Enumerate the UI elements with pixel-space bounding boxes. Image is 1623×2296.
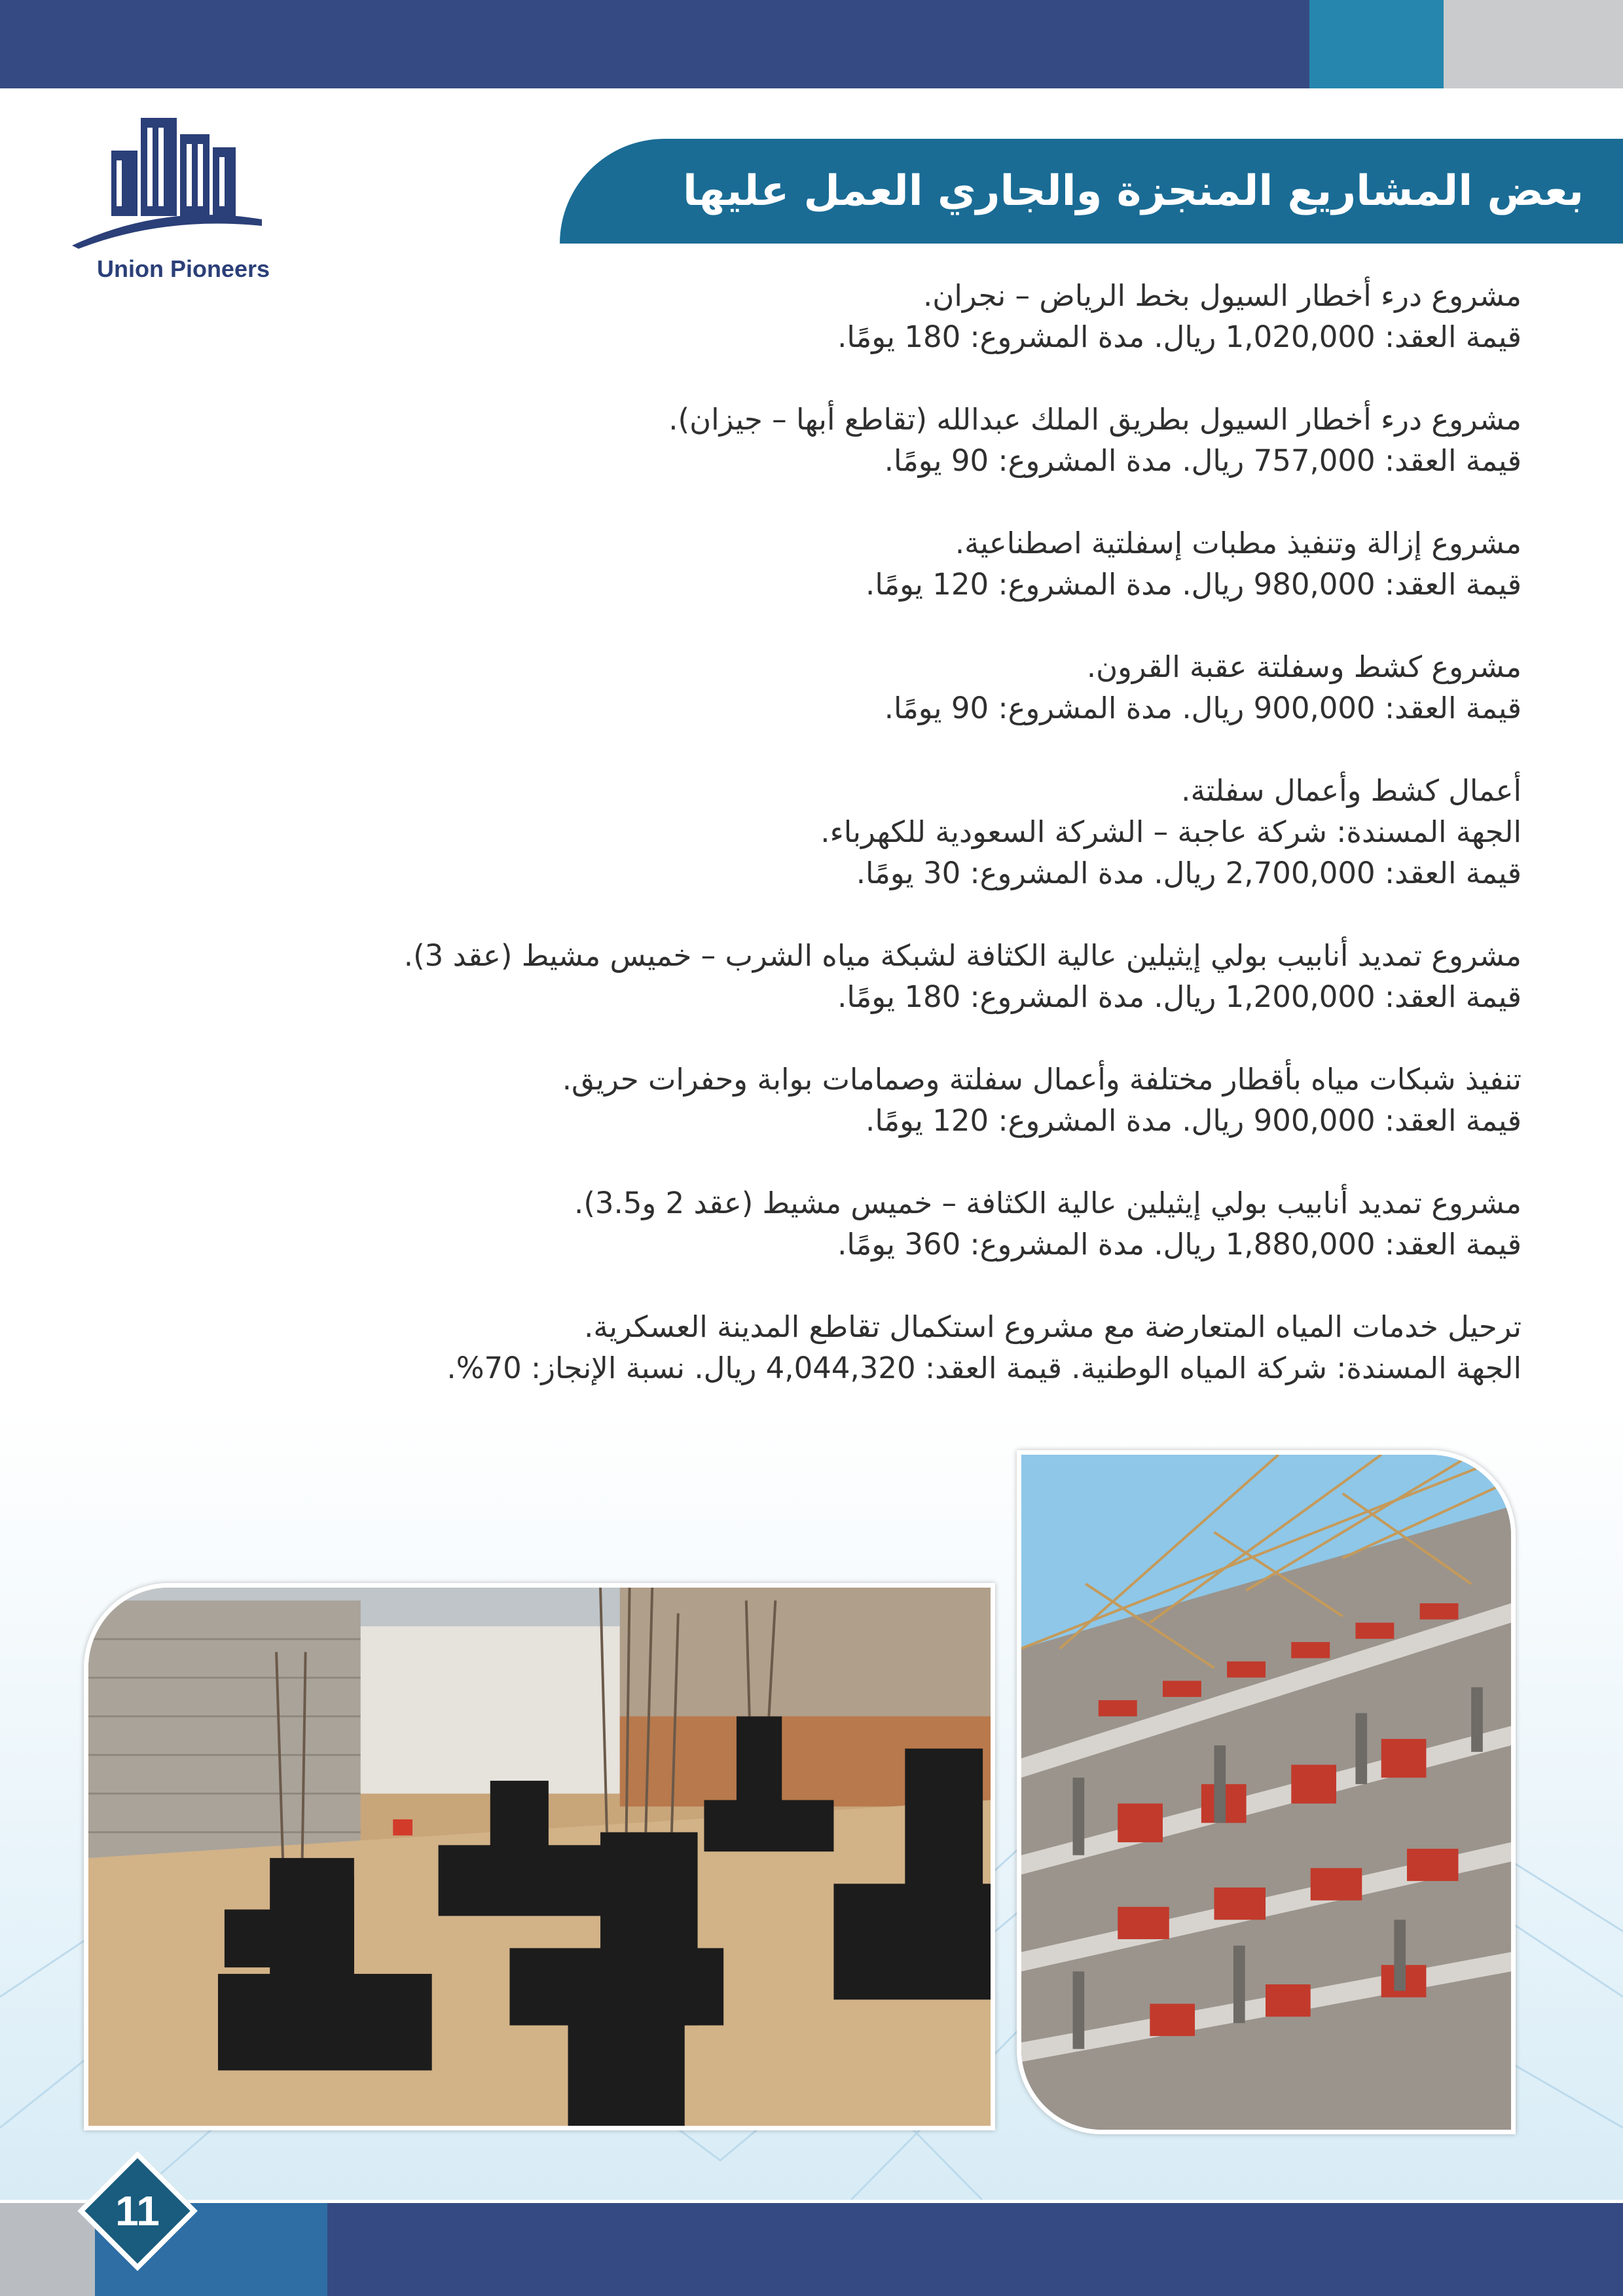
foundations-photo-illustration <box>88 1588 991 2126</box>
project-details: قيمة العقد: 900,000 ريال. مدة المشروع: 120 يومًا. <box>866 1103 1522 1138</box>
project-title: مشروع درء أخطار السيول بطريق الملك عبدالله (تقاطع أبها – جيزان). <box>668 402 1522 437</box>
bottom-bar-gray-segment <box>0 2203 95 2296</box>
project-title: مشروع تمديد أنابيب بولي إيثيلين عالية الكثافة لشبكة مياه الشرب – خميس مشيط (عقد 3). <box>403 938 1522 973</box>
project-item <box>179 935 1522 1017</box>
project-item <box>179 1182 1522 1265</box>
project-title: ترحيل خدمات المياه المتعارضة مع مشروع استكمال تقاطع المدينة العسكرية. <box>584 1309 1522 1344</box>
logo-text: Union Pioneers <box>96 255 270 282</box>
project-title: أعمال كشط وأعمال سفلتة. <box>1181 773 1522 808</box>
project-title: مشروع تمديد أنابيب بولي إيثيلين عالية الكثافة – خميس مشيط (عقد 2 و3.5). <box>574 1186 1522 1220</box>
project-details: قيمة العقد: 900,000 ريال. مدة المشروع: 90 يومًا. <box>884 691 1522 725</box>
project-item <box>179 399 1522 481</box>
project-item <box>179 1059 1522 1141</box>
project-details: قيمة العقد: 1,020,000 ريال. مدة المشروع: 180 يومًا. <box>837 319 1522 354</box>
project-details: الجهة المسندة: شركة المياه الوطنية. قيمة العقد: 4,044,320 ريال. نسبة الإنجاز: 70%. <box>447 1351 1522 1385</box>
top-bar-navy-segment <box>0 0 1309 88</box>
building-construction-photo <box>1017 1450 1516 2134</box>
project-item <box>179 275 1522 357</box>
page-number: 11 <box>115 2187 160 2234</box>
project-details: قيمة العقد: 757,000 ريال. مدة المشروع: 90 يومًا. <box>884 443 1522 478</box>
top-color-bar <box>0 0 1623 88</box>
projects-list <box>179 275 1522 1430</box>
project-title: مشروع كشط وسفلتة عقبة القرون. <box>1086 649 1522 684</box>
project-item <box>179 770 1522 894</box>
project-title: مشروع إزالة وتنفيذ مطبات إسفلتية اصطناعية. <box>955 526 1522 560</box>
bottom-color-bar <box>0 2203 1623 2296</box>
project-details: قيمة العقد: 1,880,000 ريال. مدة المشروع: 360 يومًا. <box>837 1227 1522 1262</box>
project-item <box>179 1306 1522 1389</box>
top-bar-gray-segment <box>1444 0 1623 88</box>
buildings-logo-icon <box>65 111 301 255</box>
company-logo <box>65 111 301 288</box>
page-title: بعض المشاريع المنجزة والجاري العمل عليها <box>683 167 1584 215</box>
project-details: قيمة العقد: 1,200,000 ريال. مدة المشروع: 180 يومًا. <box>837 979 1522 1014</box>
foundations-site-photo <box>84 1583 995 2130</box>
project-client: الجهة المسندة: شركة عاجبة – الشركة السعودية للكهرباء. <box>820 814 1522 849</box>
bottom-bar-navy-segment <box>327 2203 1623 2296</box>
project-title: تنفيذ شبكات مياه بأقطار مختلفة وأعمال سفلتة وصمامات بوابة وحفرات حريق. <box>562 1062 1522 1097</box>
project-item <box>179 522 1522 605</box>
project-item <box>179 646 1522 729</box>
project-title: مشروع درء أخطار السيول بخط الرياض – نجران. <box>923 278 1522 313</box>
project-details: قيمة العقد: 2,700,000 ريال. مدة المشروع: 30 يومًا. <box>856 856 1522 890</box>
project-details: قيمة العقد: 980,000 ريال. مدة المشروع: 120 يومًا. <box>866 567 1522 602</box>
building-photo-illustration <box>1021 1455 1511 2130</box>
top-bar-teal-segment <box>1309 0 1444 88</box>
title-banner <box>560 139 1623 244</box>
